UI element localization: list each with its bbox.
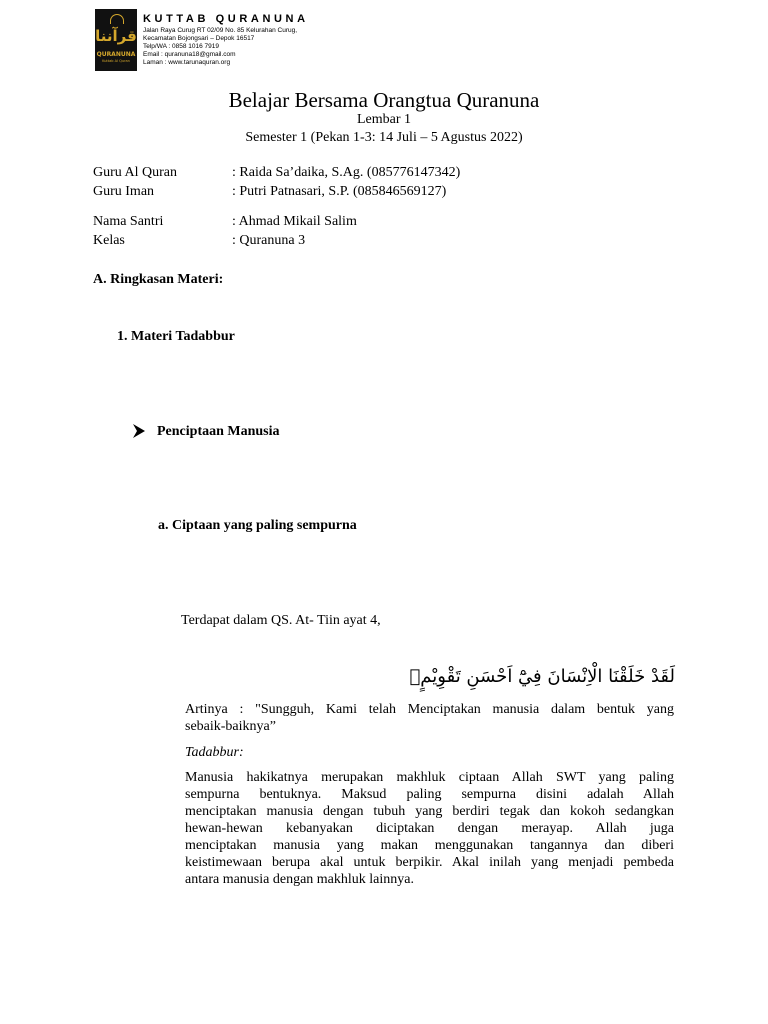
logo-arabic-text: قرآننا: [95, 27, 137, 45]
tadabbur-line-4: hewan-hewan kebanyakan diciptakan dengan merayap. Allah juga: [185, 821, 674, 836]
mosque-dome-icon: [110, 14, 124, 24]
logo-name: QURANUNA: [96, 51, 136, 58]
tadabbur-line-6: keistimewaan berupa akal untuk berpikir. Akal inilah yang menjadi pembeda: [185, 855, 674, 870]
website-line: Laman : www.tarunaquran.org: [143, 59, 231, 66]
arrowhead-bullet-icon: [133, 424, 145, 438]
section-1-heading: 1. Materi Tadabbur: [117, 329, 235, 344]
logo-subtitle: Kuttab Al Quran: [102, 59, 130, 63]
semester-line: Semester 1 (Pekan 1-3: 14 Juli – 5 Agustus 2022): [245, 130, 523, 145]
tadabbur-label: Tadabbur:: [185, 745, 244, 760]
organization-name: KUTTAB QURANUNA: [143, 13, 309, 25]
school-logo: [95, 9, 137, 71]
info-value-guru-iman: : Putri Patnasari, S.P. (085846569127): [232, 184, 447, 199]
info-label-guru-quran: Guru Al Quran: [93, 165, 177, 180]
tadabbur-line-5: menciptakan manusia yang makan menggunakan tangannya dan diberi: [185, 838, 674, 853]
tadabbur-line-7: antara manusia dengan makhluk lainnya.: [185, 872, 414, 887]
address-line-2: Kecamatan Bojongsari – Depok 16517: [143, 35, 255, 42]
info-value-guru-quran: : Raida Sa’daika, S.Ag. (085776147342): [232, 165, 461, 180]
section-a-heading: A. Ringkasan Materi:: [93, 272, 224, 287]
email-line: Email : quranuna18@gmail.com: [143, 51, 236, 58]
bullet-heading: Penciptaan Manusia: [157, 424, 280, 439]
translation-line-1: Artinya : "Sungguh, Kami telah Menciptakan manusia dalam bentuk yang: [185, 702, 674, 717]
tadabbur-line-2: sempurna bentuknya. Maksud paling sempurna disini adalah Allah: [185, 787, 674, 802]
quran-reference: Terdapat dalam QS. At- Tiin ayat 4,: [181, 613, 381, 628]
subsection-a-heading: a. Ciptaan yang paling sempurna: [158, 518, 357, 533]
tadabbur-line-1: Manusia hakikatnya merupakan makhluk ciptaan Allah SWT yang paling: [185, 770, 674, 785]
translation-line-2: sebaik-baiknya”: [185, 719, 276, 734]
sheet-number: Lembar 1: [356, 112, 412, 127]
tadabbur-line-3: menciptakan manusia dengan tubuh yang berdiri tegak dan kokoh sedangkan: [185, 804, 674, 819]
info-label-kelas: Kelas: [93, 233, 125, 248]
info-value-nama-santri: : Ahmad Mikail Salim: [232, 214, 357, 229]
phone-line: Telp/WA : 0858 1016 7919: [143, 43, 220, 50]
address-line-1: Jalan Raya Curug RT 02/09 No. 85 Kelurahan Curug,: [143, 27, 298, 34]
info-value-kelas: : Quranuna 3: [232, 233, 306, 248]
info-label-guru-iman: Guru Iman: [93, 184, 155, 199]
info-label-nama-santri: Nama Santri: [93, 214, 164, 229]
document-title: Belajar Bersama Orangtua Quranuna: [228, 88, 540, 112]
arabic-verse: لَقَدْ خَلَقْنَا الْاِنْسَانَ فِيْٓ اَحْسَنِ تَقْوِيْمٍۖ: [409, 666, 675, 687]
